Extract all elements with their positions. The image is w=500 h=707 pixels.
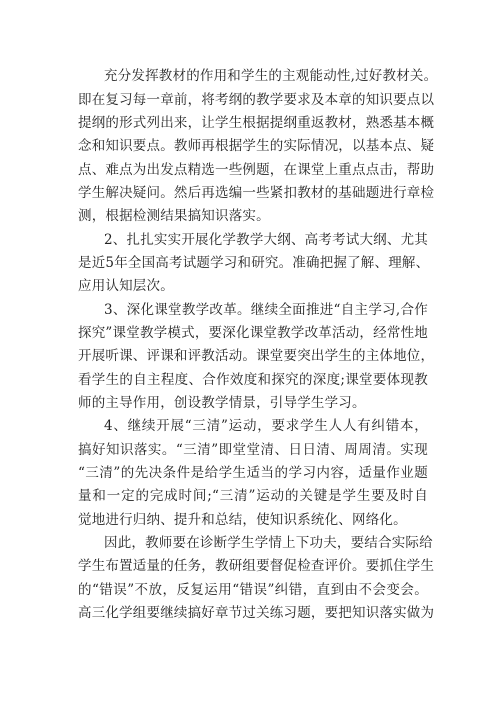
paragraph-1-line-5: 点、难点为出发点精选一些例题，在课堂上重点点击，帮助 [78, 162, 435, 178]
paragraph-5-line-2: 学生布置适量的任务，教研组要督促检查评价。要抓住学生 [78, 558, 435, 574]
paragraph-1-line-2: 即在复习每一章前，将考纲的教学要求及本章的知识要点以 [78, 92, 435, 108]
paragraph-1-line-6: 学生解决疑问。然后再选编一些紧扣教材的基础题进行章检 [78, 185, 435, 201]
paragraph-1-line-4: 念和知识要点。教师再根据学生的实际情况，以基本点、疑 [78, 138, 435, 154]
paragraph-4-line-4: 量和一定的完成时间;“三清”运动的关键是学生要及时自 [78, 488, 428, 504]
paragraph-1-line-7: 测，根据检测结果搞知识落实。 [78, 208, 270, 224]
paragraph-4-line-2: 搞好知识落实。“三清”即堂堂清、日日清、周周清。实现 [78, 442, 428, 458]
paragraph-5-line-4: 高三化学组要继续搞好章节过关练习题，要把知识落实做为 [78, 605, 435, 621]
paragraph-4-line-5: 觉地进行归纳、提升和总结，使知识系统化、网络化。 [78, 512, 407, 528]
paragraph-1-line-1: 充分发挥教材的作用和学生的主观能动性,过好教材关。 [104, 68, 438, 84]
paragraph-3-line-5: 师的主导作用，创设教学情景，引导学生学习。 [78, 395, 366, 411]
paragraph-4-line-1: 4、继续开展“三清”运动，要求学生人人有纠错本， [104, 418, 428, 434]
paragraph-3-line-4: 看学生的自主程度、合作效度和探究的深度;课堂要体现教 [78, 372, 428, 388]
paragraph-2-line-1: 2、扎扎实实开展化学教学大纲、高考考试大纲、尤其 [104, 232, 428, 248]
paragraph-5-line-1: 因此，教师要在诊断学生学情上下功夫，要结合实际给 [104, 535, 433, 551]
paragraph-3-line-2: 探究”课堂教学模式，要深化课堂教学改革活动，经常性地 [78, 325, 428, 341]
paragraph-4-line-3: “三清”的先决条件是给学生适当的学习内容，适量作业题 [78, 465, 428, 481]
paragraph-1-line-3: 提纲的形式列出来，让学生根据提纲重返教材，熟悉基本概 [78, 115, 435, 131]
paragraph-5-line-3: 的“错误”不放，反复运用“错误”纠错，直到由不会变会。 [78, 582, 428, 598]
paragraph-2-line-2: 是近5年全国高考试题学习和研究。准确把握了解、理解、 [78, 255, 430, 271]
paragraph-3-line-1: 3、深化课堂教学改革。继续全面推进“自主学习,合作 [104, 302, 428, 318]
paragraph-2-line-3: 应用认知层次。 [78, 278, 174, 294]
paragraph-3-line-3: 开展听课、评课和评教活动。课堂要突出学生的主体地位， [78, 348, 435, 364]
